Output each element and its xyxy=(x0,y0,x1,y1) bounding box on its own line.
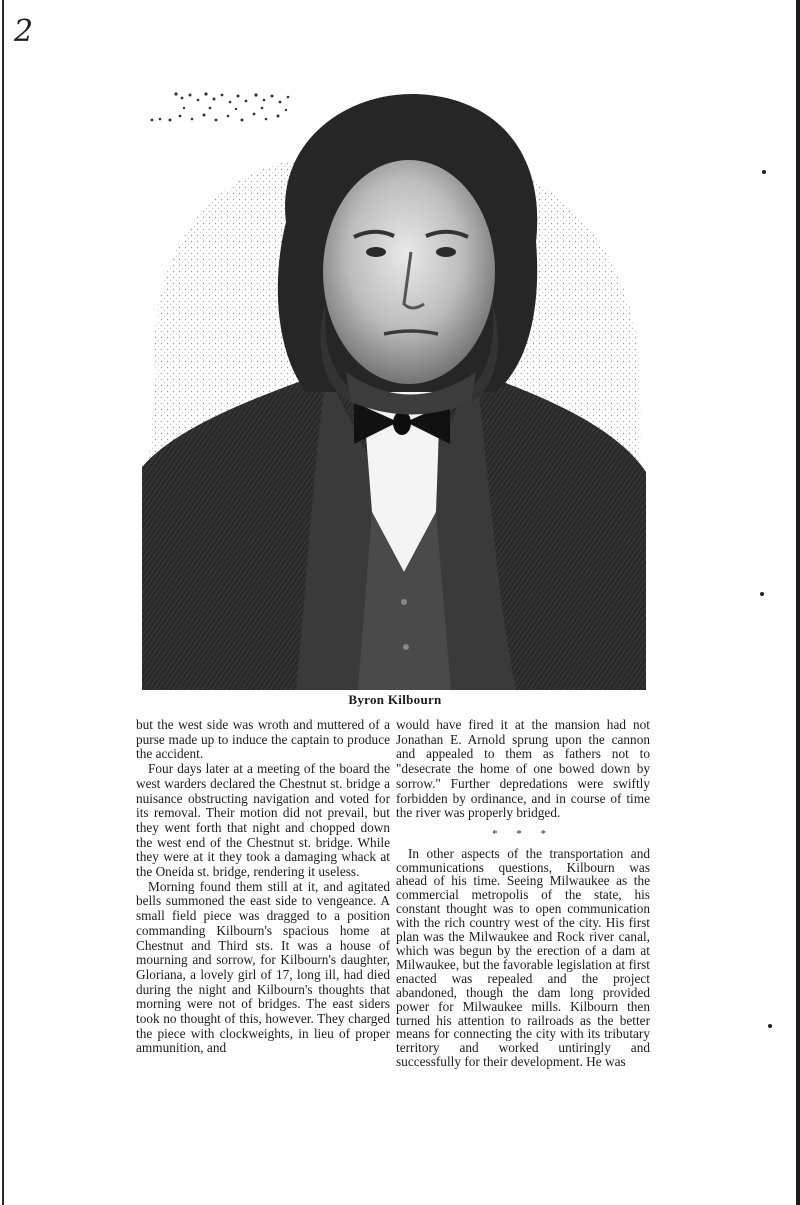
article-column-left xyxy=(136,718,390,1056)
scan-border-left xyxy=(2,0,4,1205)
scan-speck xyxy=(762,170,766,174)
portrait-engraving xyxy=(136,72,650,690)
article-column-right xyxy=(396,718,650,1069)
scan-speck xyxy=(760,592,764,596)
article-paragraph: Four days later at a meeting of the board the west warders declared the Chestnut st. bridge a nuisance obstructing navigation and voted for its removal. Their motion did not prevail, but they went forth that night and chopped down the west end of the Chestnut st. bridge. While they were at it they took a damaging whack at the Oneida st. bridge, rendering it useless. xyxy=(136,761,390,880)
article-paragraph: but the west side was wroth and muttered of a purse made up to induce the captain to produce the accident. xyxy=(136,717,390,762)
portrait-caption: Byron Kilbourn xyxy=(348,692,442,707)
scan-border-right xyxy=(796,0,800,1205)
article-paragraph: In other aspects of the transportation and communications questions, Kilbourn was ahead of his time. Seeing Milwaukee as the commercial metropolis of the state, his constant thought was to open communication with the rich country west of the city. His first plan was the Milwaukee and Rock river canal, which was begun by the erection of a dam at Milwaukee, but the favorable legislation at first enacted was repealed and the project abandoned, though the dam long provided power for Milwaukee mills. Kilbourn then turned his attention to railroads as the better means for connecting the city with its tributary territory and worked untiringly and successfully for their development. He was xyxy=(396,845,650,1070)
article-paragraph: would have fired it at the mansion had not Jonathan E. Arnold sprung upon the cannon and appealed to them as fathers not to "desecrate the home of one bowed down by sorrow." Further depredations were swiftly forbidden by ordinance, and in course of time the river was properly bridged. xyxy=(396,717,650,821)
article-paragraph: Morning found them still at it, and agitated bells summoned the east side to vengeance. A small field piece was dragged to a position commanding Kilbourn's spacious home at Chestnut and Third sts. It was a house of mourning and sorrow, for Kilbourn's daughter, Gloriana, a lovely girl of 17, long ill, had died during the night and Kilbourn's thoughts that morning were not of bridges. The east siders took no thought of this, however. They charged the piece with clockweights, in lieu of proper ammunition, and xyxy=(136,878,390,1056)
scan-speck xyxy=(768,1024,772,1028)
handwritten-page-number: 2 xyxy=(14,14,34,49)
section-separator: * * * xyxy=(492,827,554,840)
